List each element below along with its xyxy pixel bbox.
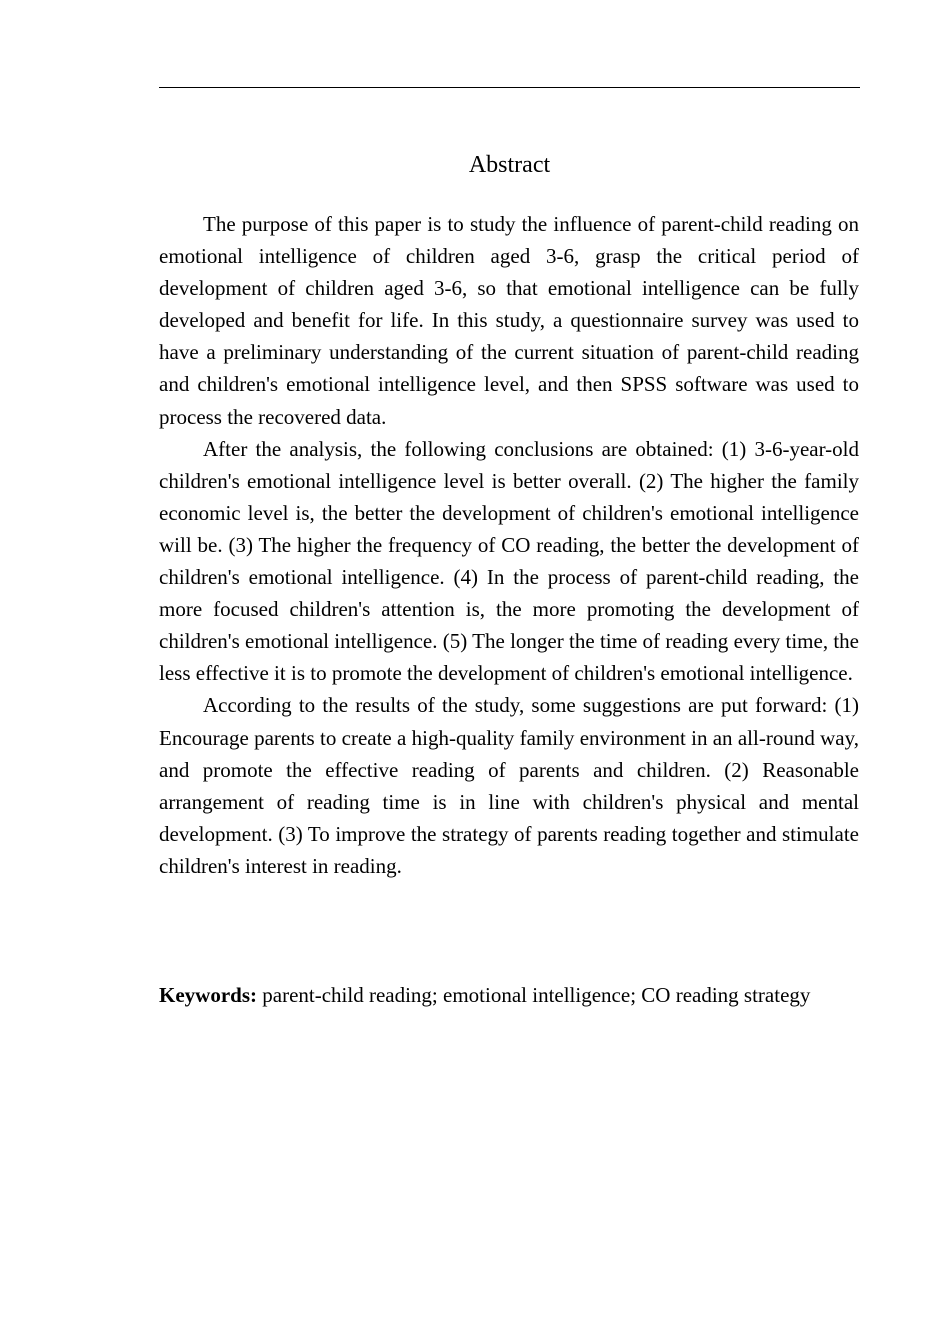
abstract-paragraph-3: According to the results of the study, some suggestions are put forward: (1) Encourage parents to create a high-quality family environment in an all-round way, and promote the effective reading of parents and children. (2) Reasonable arrangement of reading time is in line with children's physical and mental development. (3) To improve the strategy of parents reading together and stimulate children's interest in reading. — [159, 693, 859, 878]
page-title: Abstract — [468, 152, 551, 178]
header-rule — [159, 87, 860, 88]
keywords-line — [159, 979, 879, 1011]
abstract-paragraph-2: After the analysis, the following conclusions are obtained: (1) 3-6-year-old children's emotional intelligence level is better overall. (2) The higher the family economic level is, the better the development of children's emotional intelligence will be. (3) The higher the frequency of CO reading, the better the development of children's emotional intelligence. (4) In the process of parent-child reading, the more focused children's attention is, the more promoting the development of children's emotional intelligence. (5) The longer the time of reading every time, the less effective it is to promote the development of children's emotional intelligence. — [159, 436, 859, 686]
abstract-paragraph-1: The purpose of this paper is to study the influence of parent-child reading on emotional intelligence of children aged 3-6, grasp the critical period of development of children aged 3-6, so that emotional intelligence can be fully developed and benefit for life. In this study, a questionnaire survey was used to have a preliminary understanding of the current situation of parent-child reading and children's emotional intelligence level, and then SPSS software was used to process the recovered data. — [159, 212, 859, 429]
keywords-text: parent-child reading; emotional intelligence; CO reading strategy — [262, 983, 811, 1007]
abstract-body — [159, 208, 859, 882]
keywords-label: Keywords: — [159, 983, 257, 1007]
